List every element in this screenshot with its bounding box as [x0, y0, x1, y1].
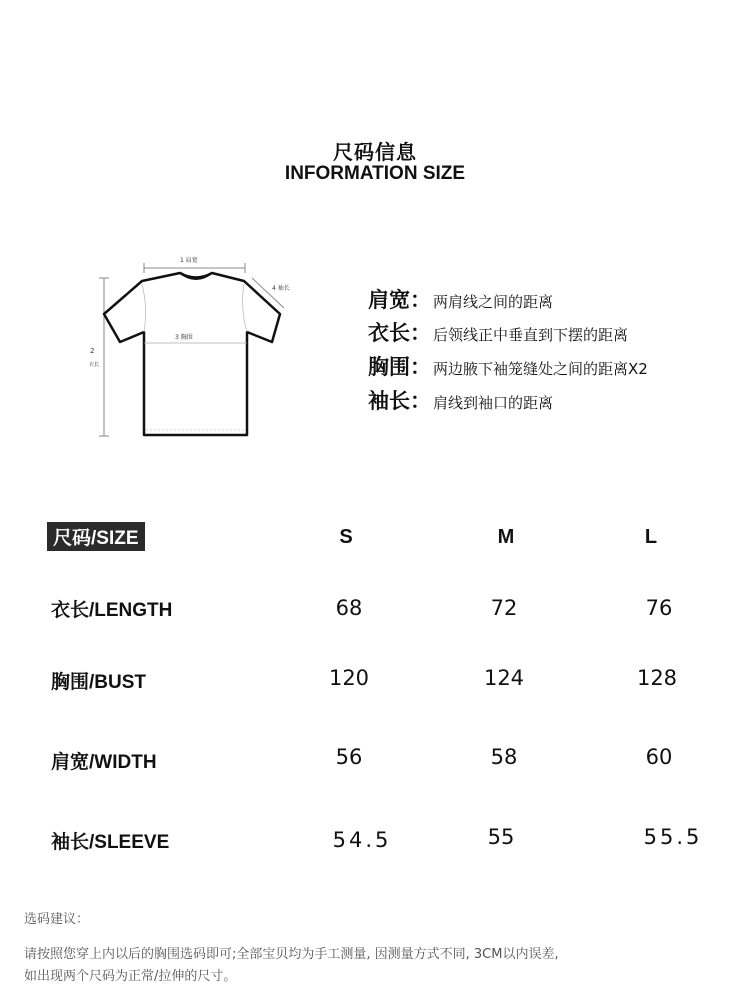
- definition-term: 衣长：: [368, 321, 431, 345]
- tshirt-diagram: [89, 248, 312, 448]
- table-cell: 124: [483, 666, 525, 690]
- size-header-l: L: [644, 526, 658, 548]
- definition-chest: [368, 351, 648, 381]
- table-cell: 120: [328, 666, 370, 690]
- definition-sleeve: [368, 385, 553, 415]
- diagram-label-length-num: 2: [90, 347, 95, 355]
- table-cell: 60: [645, 745, 673, 769]
- definition-term: 肩宽：: [368, 288, 431, 312]
- diagram-label-chest: 3 胸围: [175, 334, 193, 341]
- size-header-m: M: [497, 526, 515, 548]
- size-header-tag: 尺码/SIZE: [47, 522, 145, 551]
- diagram-label-sleeve: 4 袖长: [272, 285, 290, 292]
- page-title: 尺码信息: [333, 140, 417, 164]
- row-label-sleeve: 袖长/SLEEVE: [51, 832, 170, 853]
- table-cell: 68: [335, 596, 363, 620]
- definition-shoulder: [368, 284, 553, 314]
- page-subtitle: INFORMATION SIZE: [284, 163, 466, 184]
- definition-text: 后领线正中垂直到下摆的距离: [433, 326, 629, 344]
- table-cell: 54.5: [332, 828, 392, 852]
- table-cell: 56: [335, 745, 363, 769]
- table-cell: 55: [487, 825, 515, 849]
- definition-term: 胸围：: [368, 355, 431, 379]
- table-cell: 72: [490, 596, 518, 620]
- row-label-width: 肩宽/WIDTH: [51, 752, 157, 773]
- row-label-length: 衣长/LENGTH: [51, 600, 173, 621]
- tshirt-outline: [104, 273, 280, 435]
- notes-title: 选码建议：: [24, 912, 90, 927]
- table-cell: 55.5: [643, 825, 703, 849]
- definition-term: 袖长：: [368, 389, 431, 413]
- definition-length: [368, 317, 628, 347]
- table-cell: 76: [645, 596, 673, 620]
- notes-line: 请按照您穿上内以后的胸围选码即可;全部宝贝均为手工测量, 因测量方式不同, 3CM以内误差,: [24, 947, 559, 962]
- table-cell: 128: [636, 666, 678, 690]
- definition-text: 两肩线之间的距离: [433, 293, 554, 311]
- diagram-label-length: 衣长: [89, 362, 100, 368]
- diagram-label-shoulder: 1 肩宽: [180, 257, 198, 264]
- notes-line: 如出现两个尺码为正常/拉伸的尺寸。: [24, 969, 237, 984]
- definition-text: 肩线到袖口的距离: [433, 394, 554, 412]
- table-cell: 58: [490, 745, 518, 769]
- definition-text: 两边腋下袖笼缝处之间的距离X2: [433, 360, 648, 378]
- size-header-s: S: [339, 526, 353, 548]
- row-label-bust: 胸围/BUST: [51, 672, 147, 693]
